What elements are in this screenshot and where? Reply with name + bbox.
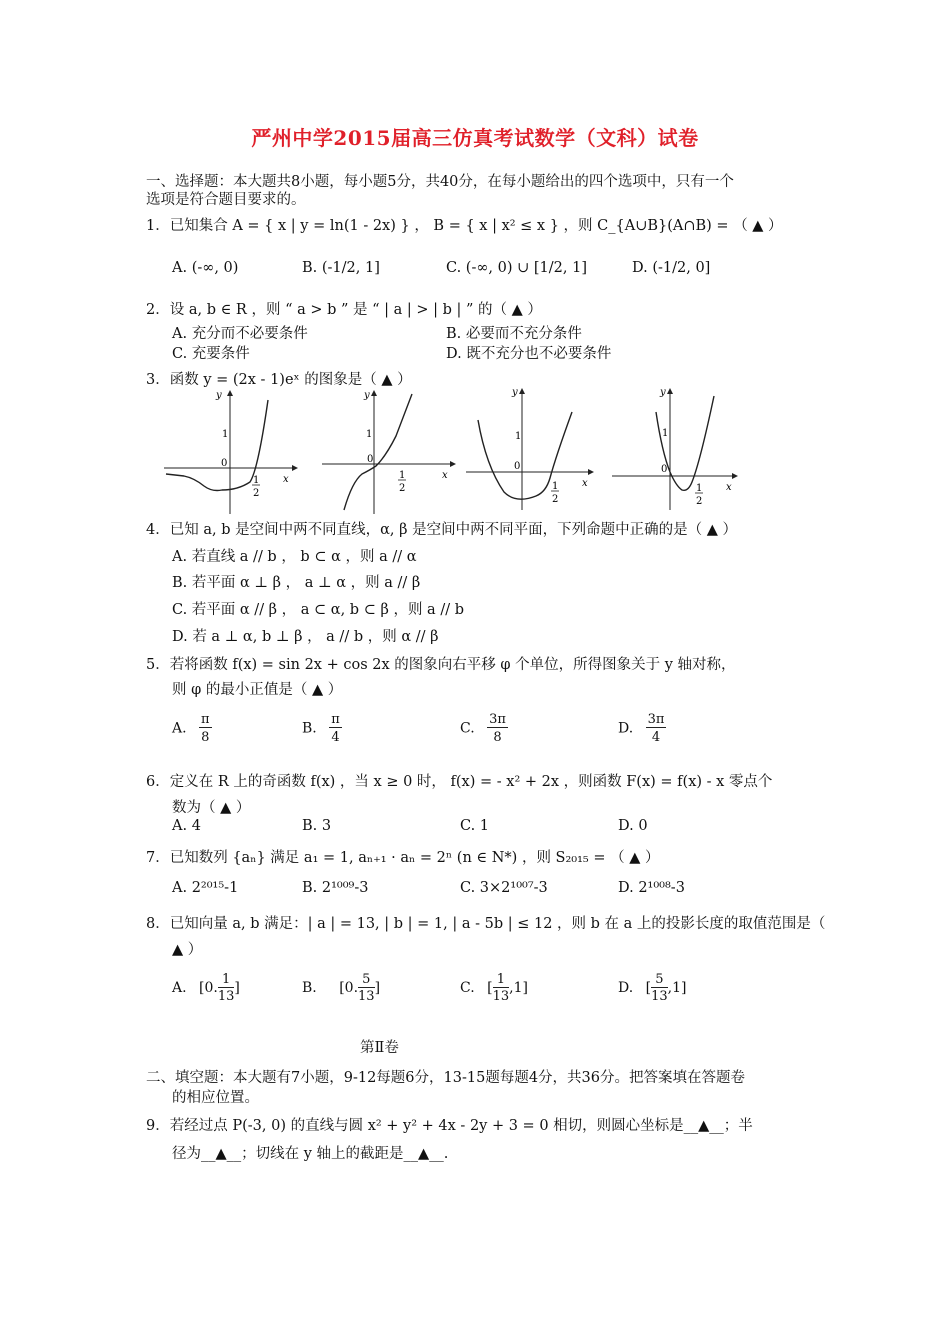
q2-option-c: C. 充要条件: [172, 346, 250, 362]
x-label: x: [283, 474, 289, 485]
y-label: y: [364, 390, 370, 401]
half-num: 1: [399, 470, 406, 481]
interval-open: [: [487, 980, 493, 996]
option-letter: A.: [172, 980, 187, 996]
x-label: x: [442, 470, 448, 481]
exam-title: 严州中学2015届高三仿真考试数学（文科）试卷: [251, 126, 699, 150]
q3-stem: 3．函数 y = (2x - 1)eˣ 的图象是（ ▲ ）: [146, 372, 412, 388]
q3-graph-c: [466, 382, 600, 512]
option-letter: B.: [302, 720, 317, 737]
q2-option-a: A. 充分而不必要条件: [172, 326, 308, 342]
frac-num: 3π: [647, 712, 665, 727]
tick-one: 1: [366, 429, 373, 440]
q6-stem-line1: 6．定义在 R 上的奇函数 f(x) ，当 x ≥ 0 时， f(x) = - x² + 2x ，则函数 F(x) = f(x) - x 零点个: [146, 774, 773, 790]
q5-option-c: [460, 712, 508, 745]
q7-stem: 7．已知数列 {aₙ} 满足 a₁ = 1, aₙ₊₁ · aₙ = 2ⁿ (n ∈ N*) ，则 S₂₀₁₅ = （ ▲ ）: [146, 850, 660, 866]
q8-stem-line1: 8．已知向量 a, b 满足：| a | = 13, | b | = 1, | a - 5b | ≤ 12 ，则 b 在 a 上的投影长度的取值范围是（: [146, 916, 826, 932]
frac-den: 4: [646, 727, 667, 745]
frac-num: 3π: [489, 712, 506, 727]
frac-den: 4: [329, 727, 342, 745]
x-label: x: [726, 482, 732, 493]
frac-den: 8: [199, 727, 212, 745]
q8-option-b: [302, 972, 380, 1004]
x-label: x: [582, 478, 588, 489]
option-letter: A.: [172, 720, 187, 737]
q3-graph-a: [164, 386, 298, 516]
frac-den: 13: [358, 989, 375, 1004]
y-label: y: [660, 387, 666, 398]
interval-close: ,1]: [509, 980, 528, 996]
frac-num: 1: [221, 972, 231, 987]
half-den: 2: [399, 483, 406, 494]
option-letter: C.: [460, 720, 475, 737]
q8-option-a: [172, 972, 240, 1004]
interval-open: [0.: [199, 980, 218, 996]
q7-option-d: D. 2¹⁰⁰⁸-3: [618, 880, 685, 896]
y-label: y: [216, 390, 222, 401]
q6-stem-line2: 数为（ ▲ ）: [172, 800, 251, 816]
origin-label: 0: [661, 464, 668, 475]
option-letter: D.: [618, 980, 634, 996]
q1-option-b: B. (-1/2, 1]: [302, 260, 380, 276]
frac-den: 13: [217, 989, 235, 1004]
q5-stem-line2: 则 φ 的最小正值是（ ▲ ）: [172, 682, 343, 698]
half-num: 1: [696, 483, 703, 494]
q7-option-c: C. 3×2¹⁰⁰⁷-3: [460, 880, 548, 896]
interval-close: ]: [234, 980, 240, 996]
q4-option-b: B. 若平面 α ⊥ β ， a ⊥ α ，则 a // β: [172, 575, 421, 591]
q5-stem-line1: 5．若将函数 f(x) = sin 2x + cos 2x 的图象向右平移 φ 个单位，所得图象关于 y 轴对称，: [146, 657, 736, 673]
frac-num: 5: [362, 972, 371, 987]
q9-stem-line1: 9．若经过点 P(-3, 0) 的直线与圆 x² + y² + 4x - 2y + 3 = 0 相切，则圆心坐标是__▲__；半: [146, 1118, 753, 1134]
option-letter: B.: [302, 980, 317, 996]
interval-close: ,1]: [667, 980, 687, 996]
frac-den: 13: [492, 989, 510, 1004]
q6-option-c: C. 1: [460, 818, 490, 834]
curve: [166, 400, 268, 491]
q8-option-d: [618, 972, 686, 1004]
q8-stem-line2: ▲ ）: [172, 942, 203, 958]
part2-intro-line1: 二、填空题：本大题有7小题，9-12每题6分，13-15题每题4分，共36分。把答案填在答题卷: [146, 1070, 745, 1086]
y-label: y: [512, 387, 518, 398]
q8-option-c: [460, 972, 528, 1004]
q7-option-b: B. 2¹⁰⁰⁹-3: [302, 880, 369, 896]
q1-option-d: D. (-1/2, 0]: [632, 260, 711, 276]
origin-label: 0: [221, 458, 228, 469]
frac-num: π: [331, 712, 340, 727]
q4-option-a: A. 若直线 a // b ， b ⊂ α ，则 a // α: [172, 549, 417, 565]
frac-num: 5: [655, 972, 664, 987]
tick-one: 1: [222, 429, 229, 440]
half-num: 1: [552, 481, 559, 492]
frac-den: 13: [651, 989, 668, 1004]
q3-graph-b: [322, 386, 456, 516]
interval-open: [: [645, 980, 652, 996]
half-den: 2: [696, 496, 703, 507]
frac-den: 8: [487, 727, 508, 745]
q7-option-a: A. 2²⁰¹⁵-1: [172, 880, 239, 896]
frac-num: π: [201, 712, 210, 727]
half-num: 1: [253, 475, 260, 486]
q2-option-b: B. 必要而不充分条件: [446, 326, 582, 342]
q6-option-d: D. 0: [618, 818, 648, 834]
q5-option-d: [618, 712, 666, 745]
interval-open: [0.: [339, 980, 359, 996]
q4-option-d: D. 若 a ⊥ α, b ⊥ β ， a // b ，则 α // β: [172, 629, 439, 645]
q5-option-a: [172, 712, 212, 745]
frac-num: 1: [496, 972, 505, 987]
q1-option-a: A. (-∞, 0): [172, 260, 239, 276]
q6-option-b: B. 3: [302, 818, 332, 834]
q1-option-c: C. (-∞, 0) ∪ [1/2, 1]: [446, 260, 587, 276]
half-den: 2: [552, 494, 559, 505]
q3-graph-d: [612, 382, 746, 512]
q2-stem: 2．设 a, b ∈ R ，则 “ a > b ” 是 “ | a | > | b | ” 的（ ▲ ）: [146, 302, 542, 318]
q2-option-d: D. 既不充分也不必要条件: [446, 346, 612, 362]
part2-heading: 第Ⅱ卷: [360, 1040, 399, 1056]
section1-intro-line1: 一、选择题：本大题共8小题，每小题5分，共40分，在每小题给出的四个选项中，只有一个: [146, 174, 734, 190]
tick-one: 1: [515, 431, 522, 442]
interval-close: ]: [374, 980, 381, 996]
q1-stem: 1．已知集合 A = { x | y = ln(1 - 2x) } ， B = { x | x² ≤ x } ，则 C_{A∪B}(A∩B) = （ ▲ ）: [146, 218, 783, 234]
origin-label: 0: [367, 454, 374, 465]
option-letter: D.: [618, 720, 634, 737]
option-letter: C.: [460, 980, 475, 996]
tick-one: 1: [662, 428, 669, 439]
part2-intro-line2: 的相应位置。: [172, 1090, 259, 1106]
q9-stem-line2: 径为__▲__；切线在 y 轴上的截距是__▲__.: [172, 1146, 449, 1162]
origin-label: 0: [514, 461, 521, 472]
q4-option-c: C. 若平面 α // β ， a ⊂ α, b ⊂ β ，则 a // b: [172, 602, 464, 618]
q5-option-b: [302, 712, 342, 745]
q6-option-a: A. 4: [172, 818, 201, 834]
section1-intro-line2: 选项是符合题目要求的。: [146, 192, 306, 208]
q4-stem: 4．已知 a, b 是空间中两不同直线，α, β 是空间中两不同平面，下列命题中正确的是（ ▲ ）: [146, 522, 737, 538]
half-den: 2: [253, 488, 260, 499]
